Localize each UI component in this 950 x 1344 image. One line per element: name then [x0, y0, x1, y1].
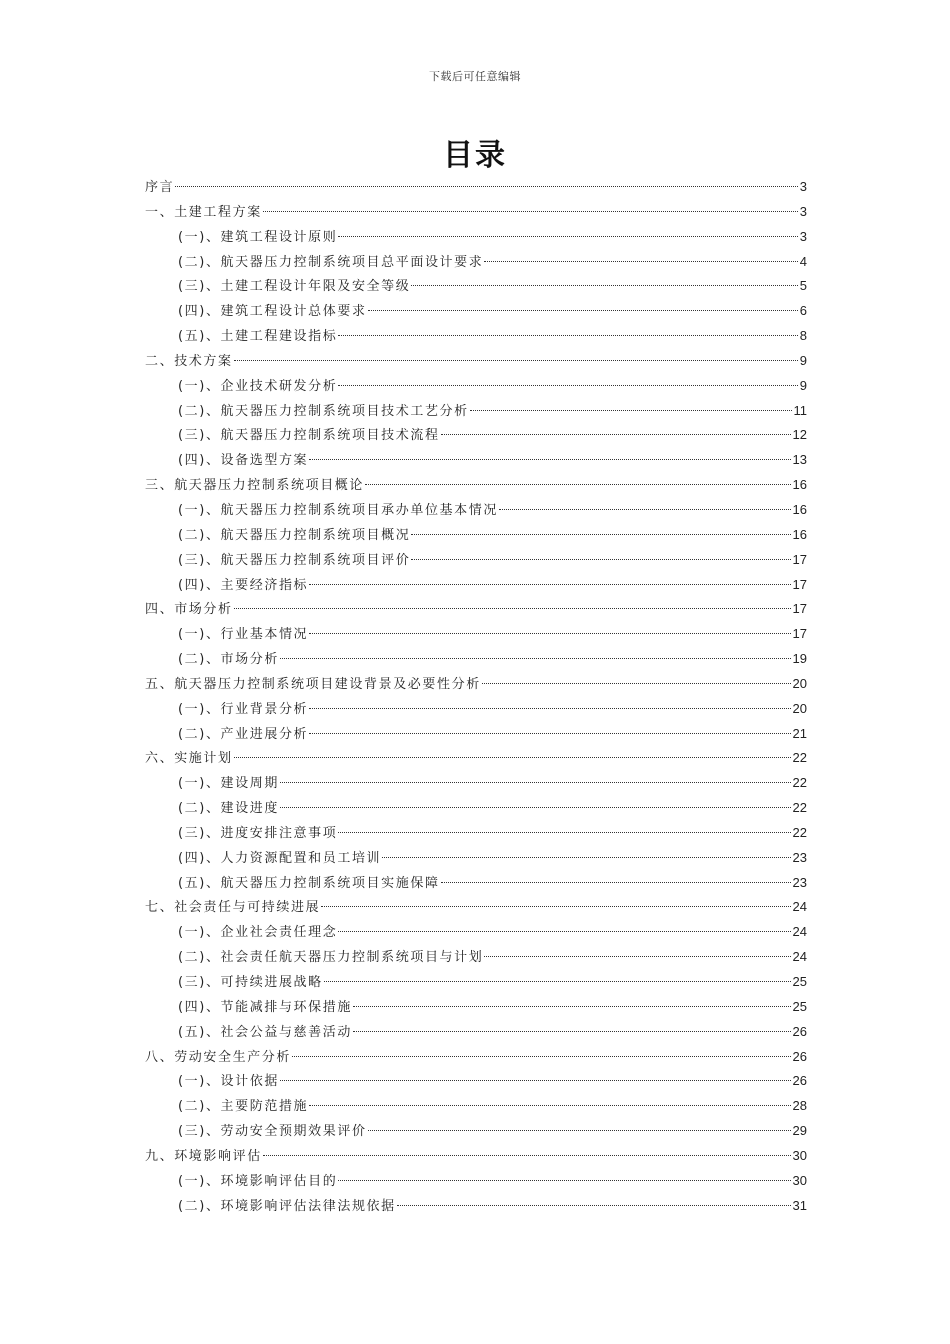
toc-chapter-entry[interactable]: [145, 175, 807, 200]
toc-dot-leader: [234, 360, 798, 361]
toc-entry-page-number: 22: [792, 775, 807, 791]
toc-section-entry[interactable]: [145, 548, 807, 573]
toc-entry-page-number: 17: [792, 576, 807, 592]
toc-entry-page-number: 17: [792, 626, 807, 642]
toc-entry-label: (三)、土建工程设计年限及安全等级: [178, 279, 411, 295]
toc-entry-label: (一)、环境影响评估目的: [178, 1173, 338, 1189]
toc-entry-page-number: 24: [792, 899, 807, 915]
toc-entry-label: (二)、航天器压力控制系统项目总平面设计要求: [178, 254, 484, 270]
toc-entry-label: (二)、航天器压力控制系统项目概况: [178, 527, 411, 543]
toc-section-entry[interactable]: [145, 1069, 807, 1094]
toc-dot-leader: [309, 733, 790, 734]
toc-entry-label: (四)、人力资源配置和员工培训: [178, 850, 382, 866]
toc-entry-page-number: 19: [792, 651, 807, 667]
toc-section-entry[interactable]: [145, 871, 807, 896]
toc-section-entry[interactable]: [145, 448, 807, 473]
toc-section-entry[interactable]: [145, 1020, 807, 1045]
toc-entry-page-number: 23: [792, 849, 807, 865]
toc-entry-page-number: 6: [799, 303, 807, 319]
toc-entry-page-number: 22: [792, 750, 807, 766]
toc-entry-label: (二)、社会责任航天器压力控制系统项目与计划: [178, 950, 484, 966]
toc-section-entry[interactable]: [145, 498, 807, 523]
toc-entry-label: (一)、行业基本情况: [178, 627, 309, 643]
toc-entry-page-number: 21: [792, 725, 807, 741]
toc-entry-label: (三)、航天器压力控制系统项目评价: [178, 552, 411, 568]
toc-dot-leader: [280, 807, 791, 808]
toc-entry-label: (五)、航天器压力控制系统项目实施保障: [178, 875, 440, 891]
toc-chapter-entry[interactable]: [145, 1144, 807, 1169]
toc-entry-label: (五)、土建工程建设指标: [178, 329, 338, 345]
toc-entry-page-number: 29: [792, 1123, 807, 1139]
toc-section-entry[interactable]: [145, 722, 807, 747]
toc-entry-page-number: 16: [792, 526, 807, 542]
toc-section-entry[interactable]: [145, 796, 807, 821]
toc-dot-leader: [338, 931, 790, 932]
toc-dot-leader: [309, 708, 790, 709]
toc-entry-page-number: 28: [792, 1098, 807, 1114]
toc-section-entry[interactable]: [145, 846, 807, 871]
toc-dot-leader: [411, 285, 797, 286]
toc-entry-page-number: 20: [792, 700, 807, 716]
toc-chapter-entry[interactable]: [145, 746, 807, 771]
toc-entry-page-number: 24: [792, 949, 807, 965]
toc-dot-leader: [482, 683, 791, 684]
toc-entry-label: 九、环境影响评估: [145, 1148, 262, 1164]
toc-chapter-entry[interactable]: [145, 200, 807, 225]
toc-dot-leader: [353, 1031, 791, 1032]
toc-entry-page-number: 24: [792, 924, 807, 940]
toc-entry-page-number: 25: [792, 998, 807, 1014]
toc-entry-label: (三)、进度安排注意事项: [178, 825, 338, 841]
toc-entry-label: (二)、航天器压力控制系统项目技术工艺分析: [178, 403, 469, 419]
toc-section-entry[interactable]: [145, 945, 807, 970]
toc-entry-page-number: 25: [792, 974, 807, 989]
toc-dot-leader: [309, 459, 790, 460]
page-header-note: 下载后可任意编辑: [429, 70, 521, 83]
toc-entry-label: (五)、社会公益与慈善活动: [178, 1024, 352, 1040]
toc-dot-leader: [263, 211, 798, 212]
toc-section-entry[interactable]: [145, 920, 807, 945]
toc-chapter-entry[interactable]: [145, 895, 807, 920]
toc-entry-page-number: 8: [799, 328, 807, 344]
toc-dot-leader: [324, 981, 791, 982]
toc-dot-leader: [309, 584, 790, 585]
toc-section-entry[interactable]: [145, 399, 807, 424]
toc-section-entry[interactable]: [145, 821, 807, 846]
toc-section-entry[interactable]: [145, 274, 807, 299]
toc-entry-page-number: 17: [792, 551, 807, 567]
toc-section-entry[interactable]: [145, 374, 807, 399]
toc-section-entry[interactable]: [145, 622, 807, 647]
toc-dot-leader: [368, 1130, 791, 1131]
toc-entry-label: 六、实施计划: [145, 751, 233, 767]
toc-section-entry[interactable]: [145, 299, 807, 324]
toc-dot-leader: [441, 434, 791, 435]
toc-chapter-entry[interactable]: [145, 473, 807, 498]
toc-entry-label: 一、土建工程方案: [145, 204, 262, 220]
toc-dot-leader: [280, 1080, 791, 1081]
toc-entry-label: (三)、可持续进展战略: [178, 975, 323, 990]
toc-dot-leader: [411, 559, 790, 560]
toc-entry-label: (四)、主要经济指标: [178, 577, 309, 593]
toc-dot-leader: [441, 882, 791, 883]
toc-chapter-entry[interactable]: [145, 597, 807, 622]
toc-chapter-entry[interactable]: [145, 672, 807, 697]
toc-entry-page-number: 4: [799, 253, 807, 269]
toc-entry-page-number: 30: [792, 1172, 807, 1188]
toc-chapter-entry[interactable]: [145, 349, 807, 374]
toc-section-entry[interactable]: [145, 1119, 807, 1144]
toc-entry-label: 八、劳动安全生产分析: [145, 1049, 292, 1065]
toc-entry-label: 五、航天器压力控制系统项目建设背景及必要性分析: [145, 676, 481, 692]
toc-entry-page-number: 11: [793, 402, 807, 418]
toc-entry-page-number: 5: [799, 278, 807, 294]
toc-section-entry[interactable]: [145, 1194, 807, 1219]
toc-entry-page-number: 9: [799, 352, 807, 368]
toc-entry-label: (一)、建筑工程设计原则: [178, 229, 338, 245]
toc-entry-page-number: 26: [792, 1023, 807, 1039]
toc-dot-leader: [484, 956, 790, 957]
toc-entry-label: 三、航天器压力控制系统项目概论: [145, 478, 365, 494]
toc-dot-leader: [338, 335, 797, 336]
toc-dot-leader: [280, 782, 791, 783]
toc-entry-label: (一)、企业技术研发分析: [178, 378, 338, 394]
toc-dot-leader: [470, 410, 792, 411]
toc-entry-label: (三)、航天器压力控制系统项目技术流程: [178, 428, 440, 444]
toc-entry-label: (二)、产业进展分析: [178, 726, 309, 742]
toc-dot-leader: [368, 310, 798, 311]
toc-entry-page-number: 3: [799, 203, 807, 219]
toc-entry-page-number: 13: [792, 452, 807, 468]
toc-entry-label: (三)、劳动安全预期效果评价: [178, 1124, 367, 1140]
toc-section-entry[interactable]: [145, 324, 807, 349]
toc-dot-leader: [280, 658, 791, 659]
toc-chapter-entry[interactable]: [145, 1045, 807, 1070]
toc-section-entry[interactable]: [145, 771, 807, 796]
toc-dot-leader: [397, 1205, 791, 1206]
toc-entry-label: (二)、建设进度: [178, 801, 279, 817]
toc-entry-page-number: 16: [792, 501, 807, 517]
toc-entry-page-number: 9: [799, 377, 807, 393]
toc-entry-label: (二)、市场分析: [178, 652, 279, 668]
toc-dot-leader: [484, 261, 797, 262]
toc-section-entry[interactable]: [145, 995, 807, 1020]
toc-entry-label: (一)、企业社会责任理念: [178, 925, 338, 941]
toc-entry-label: (二)、主要防范措施: [178, 1099, 309, 1115]
toc-entry-page-number: 23: [792, 874, 807, 890]
toc-entry-page-number: 31: [792, 1197, 807, 1213]
toc-dot-leader: [175, 186, 798, 187]
toc-dot-leader: [309, 633, 790, 634]
toc-entry-label: 二、技术方案: [145, 353, 233, 369]
toc-section-entry[interactable]: [145, 423, 807, 448]
toc-dot-leader: [365, 484, 791, 485]
toc-entry-label: 四、市场分析: [145, 602, 233, 618]
toc-dot-leader: [321, 906, 790, 907]
toc-section-entry[interactable]: [145, 225, 807, 250]
toc-entry-page-number: 3: [799, 228, 807, 244]
toc-entry-label: (四)、节能减排与环保措施: [178, 999, 352, 1015]
toc-entry-page-number: 26: [792, 1048, 807, 1064]
toc-entry-label: (一)、行业背景分析: [178, 701, 309, 717]
toc-entry-label: 七、社会责任与可持续进展: [145, 900, 321, 916]
toc-dot-leader: [338, 832, 790, 833]
toc-entry-page-number: 12: [792, 427, 807, 443]
toc-section-entry[interactable]: [145, 1169, 807, 1194]
toc-entry-label: 序言: [145, 180, 175, 195]
toc-dot-leader: [263, 1155, 791, 1156]
toc-dot-leader: [411, 534, 790, 535]
toc-entry-page-number: 22: [792, 824, 807, 840]
toc-list: [145, 175, 807, 1218]
toc-section-entry[interactable]: [145, 647, 807, 672]
toc-dot-leader: [309, 1105, 790, 1106]
toc-section-entry[interactable]: [145, 250, 807, 275]
toc-dot-leader: [353, 1006, 791, 1007]
toc-dot-leader: [338, 385, 797, 386]
toc-dot-leader: [338, 236, 797, 237]
toc-entry-page-number: 26: [792, 1073, 807, 1089]
toc-entry-label: (二)、环境影响评估法律法规依据: [178, 1198, 396, 1214]
toc-entry-label: (四)、设备选型方案: [178, 453, 309, 469]
toc-dot-leader: [234, 757, 791, 758]
toc-entry-label: (一)、建设周期: [178, 776, 279, 792]
toc-dot-leader: [338, 1180, 790, 1181]
toc-entry-label: (一)、设计依据: [178, 1074, 279, 1090]
toc-section-entry[interactable]: [145, 523, 807, 548]
toc-section-entry[interactable]: [145, 970, 807, 995]
toc-dot-leader: [382, 857, 790, 858]
toc-dot-leader: [234, 608, 791, 609]
toc-section-entry[interactable]: [145, 697, 807, 722]
toc-entry-page-number: 20: [792, 675, 807, 691]
toc-entry-page-number: 17: [792, 601, 807, 617]
toc-entry-page-number: 22: [792, 800, 807, 816]
toc-dot-leader: [499, 509, 791, 510]
toc-entry-page-number: 3: [799, 179, 807, 194]
toc-entry-page-number: 16: [792, 477, 807, 493]
toc-entry-page-number: 30: [792, 1147, 807, 1163]
toc-section-entry[interactable]: [145, 1094, 807, 1119]
toc-dot-leader: [292, 1056, 791, 1057]
toc-entry-label: (四)、建筑工程设计总体要求: [178, 304, 367, 320]
toc-entry-label: (一)、航天器压力控制系统项目承办单位基本情况: [178, 502, 498, 518]
toc-title: 目录: [443, 138, 507, 173]
toc-section-entry[interactable]: [145, 573, 807, 598]
